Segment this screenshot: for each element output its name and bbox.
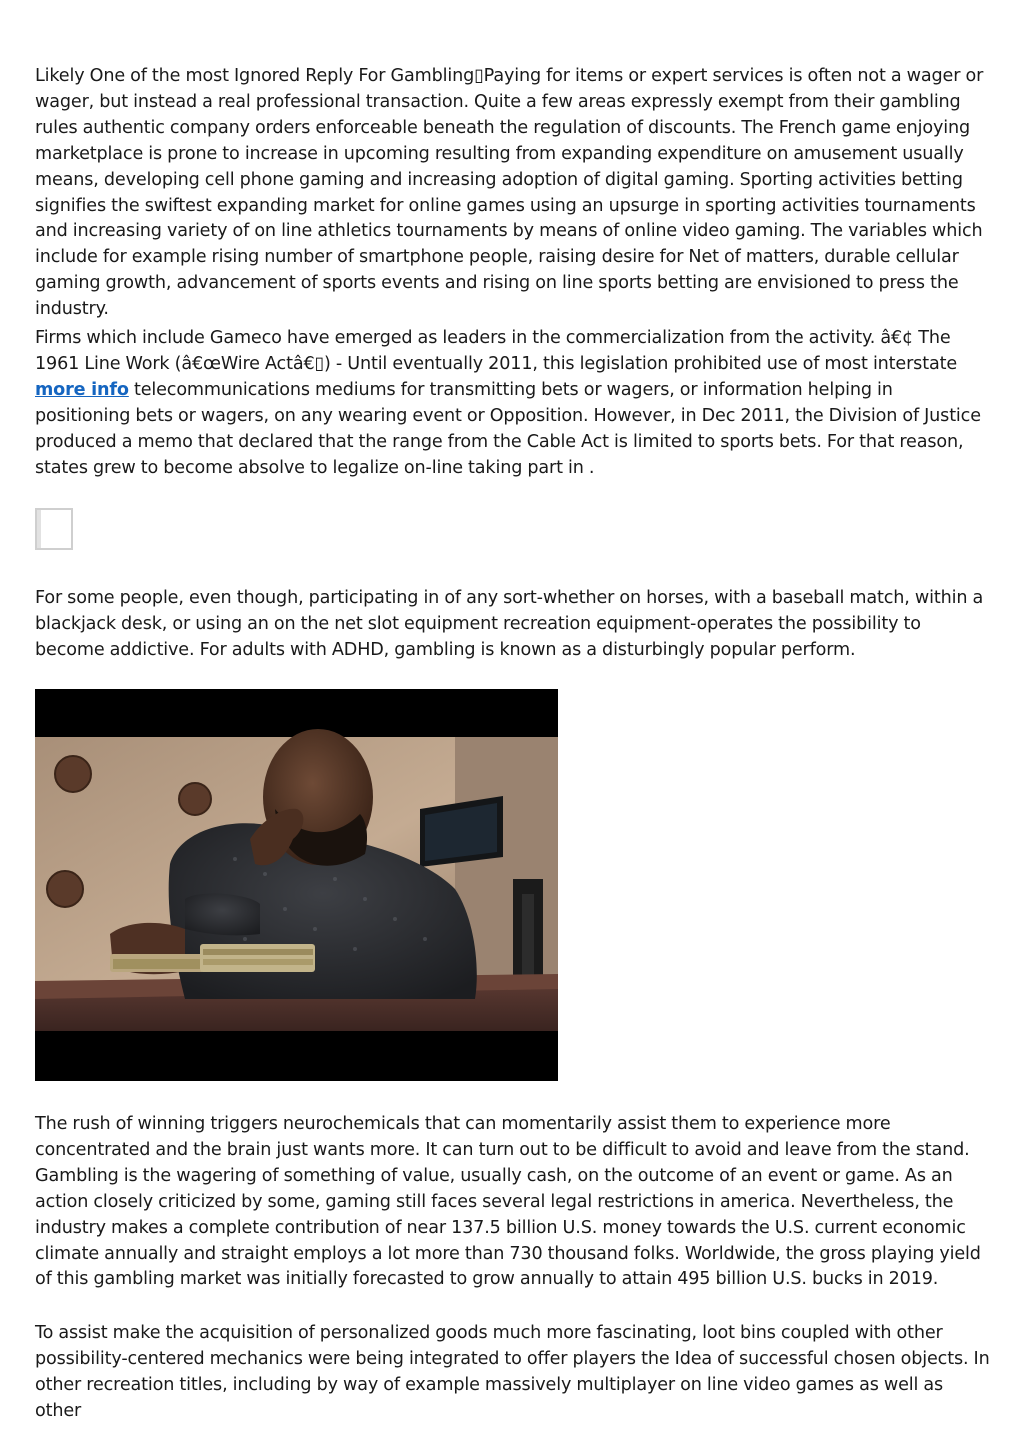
- paragraph-2: [35, 326, 990, 481]
- paragraph-2-text-before-link: Firms which include Gameco have emerged as leaders in the commercialization from the activity. â€¢ The 1961 Line Work (â€œWire Actâ€▯) - Until eventually 2011, this legislation prohibited use of most interstate: [35, 328, 958, 374]
- paragraph-5: To assist make the acquisition of personalized goods much more fascinating, loot bins coupled with other possibility-centered mechanics were being integrated to offer players the Idea of successful chosen objects. In other recreation titles, including by way of example massively multiplayer on line video games as well as other: [35, 1323, 990, 1421]
- broken-image-placeholder-icon: [35, 508, 73, 550]
- paragraph-1: Likely One of the most Ignored Reply For Gambling▯Paying for items or expert services is often not a wager or wager, but instead a real professional transaction. Quite a few areas expressly exempt from their gambling rules authentic company orders enforceable beneath the regulation of discounts. The French game enjoying marketplace is prone to increase in upcoming resulting from expanding expenditure on amusement usually means, developing cell phone gaming and increasing adoption of digital gaming. Sporting activities betting signifies the swiftest expanding market for online games using an upsurge in sporting activities tournaments and increasing variety of on line athletics tournaments by means of online video gaming. The variables which include for example rising number of smartphone people, raising desire for Net of matters, durable cellular gaming growth, advancement of sports events and rising on line sports betting are envisioned to press the industry.: [35, 66, 984, 320]
- paragraph-4: The rush of winning triggers neurochemicals that can momentarily assist them to experience more concentrated and the brain just wants more. It can turn out to be difficult to avoid and leave from the stand. Gambling is the wagering of something of value, usually cash, on the outcome of an event or game. As an action closely criticized by some, gaming still faces several legal restrictions in america. Nevertheless, the industry makes a complete contribution of near 137.5 billion U.S. money towards the U.S. current economic climate annually and straight employs a lot more than 730 thousand folks. Worldwide, the gross playing yield of this gambling market was initially forecasted to grow annually to attain 495 billion U.S. bucks in 2019.: [35, 1114, 981, 1290]
- video-thumbnail-image[interactable]: [35, 689, 558, 1081]
- photo-illustration: [35, 689, 558, 1081]
- more-info-link[interactable]: more info: [35, 379, 129, 400]
- paragraph-3: For some people, even though, participating in of any sort-whether on horses, with a baseball match, within a blackjack desk, or using an on the net slot equipment recreation equipment-operates the possibility to become addictive. For adults with ADHD, gambling is known as a disturbingly popular perform.: [35, 588, 984, 660]
- paragraph-2-text-after-link: telecommunications mediums for transmitting bets or wagers, or information helping in positioning bets or wagers, on any wearing event or Opposition. However, in Dec 2011, the Division of Justice produced a memo that declared that the range from the Cable Act is limited to sports bets. For that reason, states grew to become absolve to legalize on-line taking part in .: [35, 379, 981, 478]
